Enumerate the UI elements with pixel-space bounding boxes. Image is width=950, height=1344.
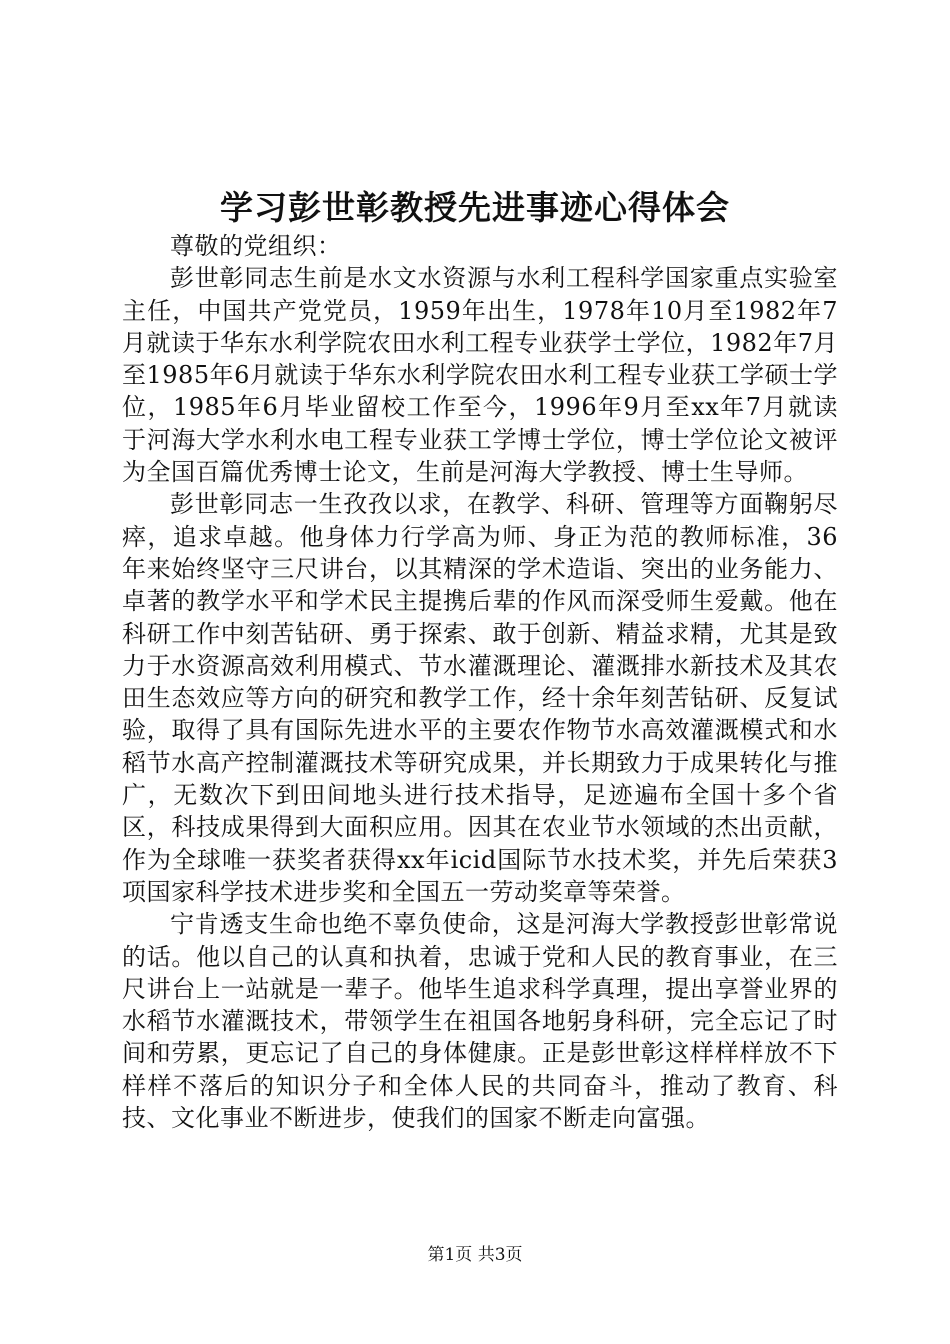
- paragraph-1: 彭世彰同志生前是水文水资源与水利工程科学国家重点实验室主任，中国共产党党员，1959年出生，1978年10月至1982年7月就读于华东水利学院农田水利工程专业获学士学位，1982年7月至1985年6月就读于华东水利学院农田水利工程专业获工学硕士学位，1985年6月毕业留校工作至今，1996年9月至xx年7月就读于河海大学水利水电工程专业获工学博士学位，博士学位论文被评为全国百篇优秀博士论文，生前是河海大学教授、博士生导师。: [122, 264, 838, 487]
- paragraph-3: 宁肯透支生命也绝不辜负使命，这是河海大学教授彭世彰常说的话。他以自己的认真和执着，忠诚于党和人民的教育事业，在三尺讲台上一站就是一辈子。他毕生追求科学真理，提出享誉业界的水稻节水灌溉技术，带领学生在祖国各地躬身科研，完全忘记了时间和劳累，更忘记了自己的身体健康。正是彭世彰这样样样放不下样样不落后的知识分子和全体人民的共同奋斗，推动了教育、科技、文化事业不断进步，使我们的国家不断走向富强。: [122, 910, 838, 1133]
- page-number-footer: 第1页 共3页: [427, 1245, 523, 1265]
- salutation: 尊敬的党组织：: [170, 232, 342, 260]
- paragraph-2: 彭世彰同志一生孜孜以求，在教学、科研、管理等方面鞠躬尽瘁，追求卓越。他身体力行学高为师、身正为范的教师标准，36年来始终坚守三尺讲台，以其精深的学术造诣、突出的业务能力、卓著的教学水平和学术民主提携后辈的作风而深受师生爱戴。他在科研工作中刻苦钻研、勇于探索、敢于创新、精益求精，尤其是致力于水资源高效利用模式、节水灌溉理论、灌溉排水新技术及其农田生态效应等方向的研究和教学工作，经十余年刻苦钻研、反复试验，取得了具有国际先进水平的主要农作物节水高效灌溉模式和水稻节水高产控制灌溉技术等研究成果，并长期致力于成果转化与推广，无数次下到田间地头进行技术指导，足迹遍布全国十多个省区，科技成果得到大面积应用。因其在农业节水领域的杰出贡献，作为全球唯一获奖者获得xx年icid国际节水技术奖，并先后荣获3项国家科学技术进步奖和全国五一劳动奖章等荣誉。: [122, 490, 838, 906]
- document-title: 学习彭世彰教授先进事迹心得体会: [220, 188, 730, 227]
- document-body: [122, 230, 838, 1134]
